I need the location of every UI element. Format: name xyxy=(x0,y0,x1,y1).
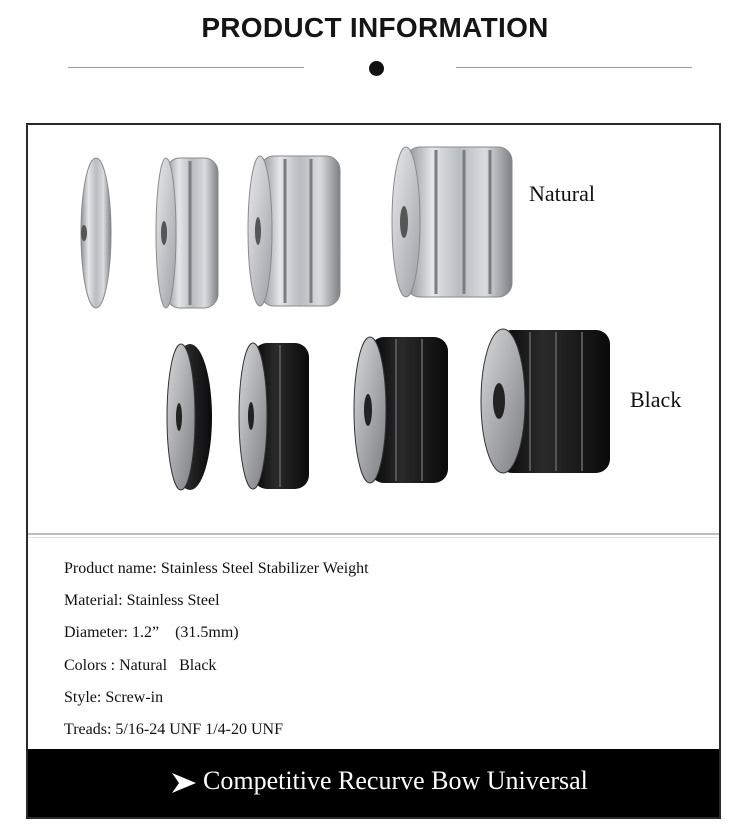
black-weight-2 xyxy=(239,343,309,489)
feature-banner xyxy=(28,749,719,817)
spec-list xyxy=(64,553,369,746)
spec-product-name: Product name: Stainless Steel Stabilizer Weight xyxy=(64,560,369,577)
product-info-frame xyxy=(26,123,721,819)
black-weight-4 xyxy=(481,329,610,473)
natural-weight-3 xyxy=(248,156,340,306)
section-divider xyxy=(28,533,719,535)
spec-threads: Treads: 5/16-24 UNF 1/4-20 UNF xyxy=(64,721,283,739)
black-color-label: Black xyxy=(630,387,682,412)
title-rule-right xyxy=(456,67,692,68)
black-weight-1 xyxy=(167,344,212,490)
natural-weight-2 xyxy=(156,158,218,308)
black-weight-3 xyxy=(354,337,448,483)
section-divider-shadow xyxy=(28,537,719,538)
spec-style: Style: Screw-in xyxy=(64,688,164,706)
arrow-right-icon xyxy=(171,770,197,801)
spec-colors: Colors : Natural Black xyxy=(64,656,217,674)
title-dot xyxy=(369,61,384,76)
spec-material: Material: Stainless Steel xyxy=(64,592,220,610)
natural-weight-4 xyxy=(392,147,512,297)
product-photo xyxy=(28,125,719,530)
page-title: PRODUCT INFORMATION xyxy=(201,12,549,43)
title-rule-left xyxy=(68,67,304,68)
spec-diameter: Diameter: 1.2” (31.5mm) xyxy=(64,624,239,642)
banner-text: Competitive Recurve Bow Universal xyxy=(203,766,588,795)
natural-weight-1 xyxy=(81,158,111,308)
natural-color-label: Natural xyxy=(529,181,595,206)
